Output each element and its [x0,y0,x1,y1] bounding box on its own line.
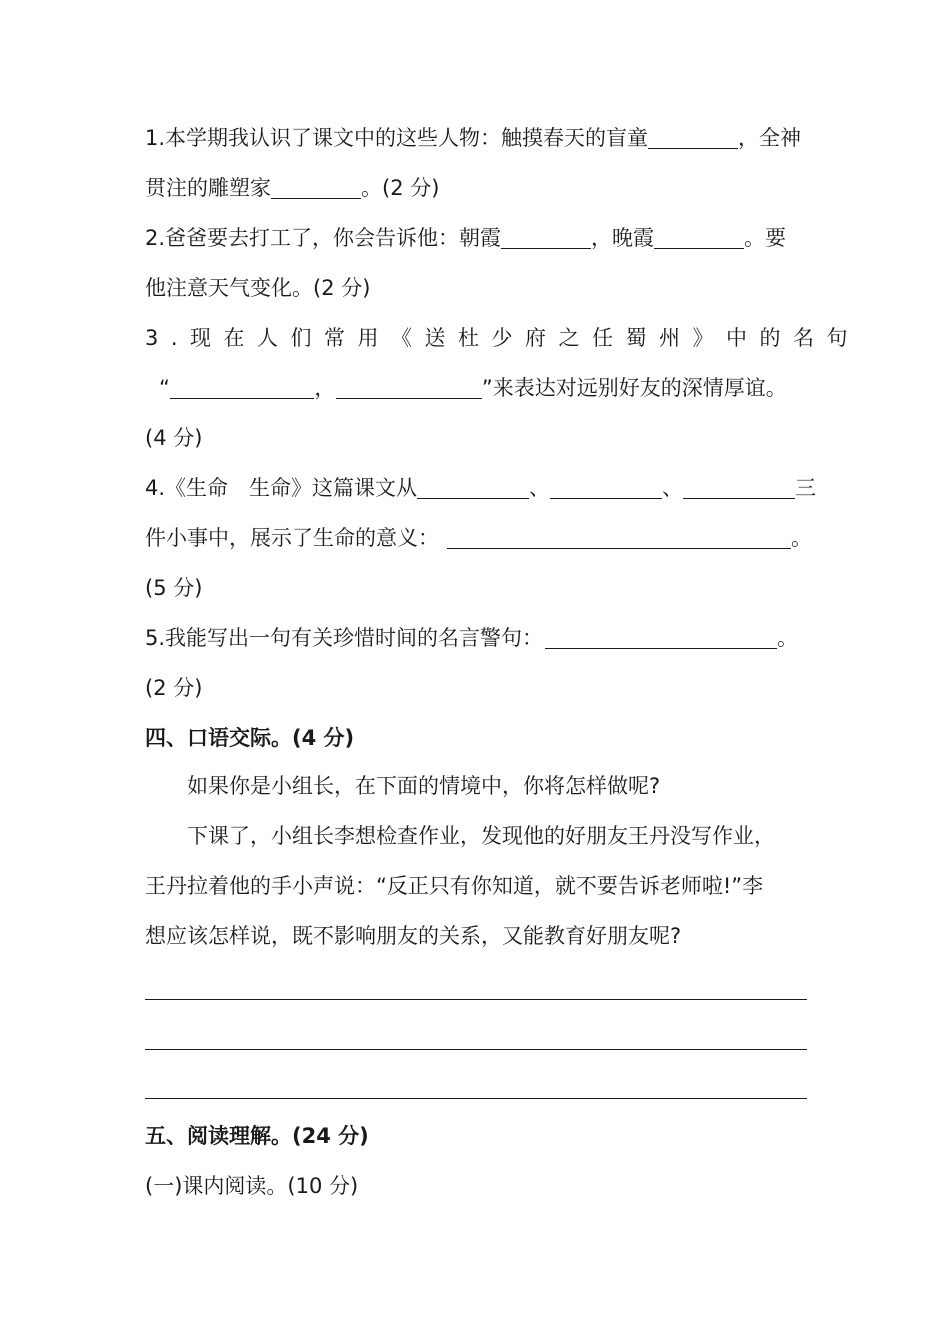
q4-blank-2[interactable] [550,476,662,499]
q1-score: 。(2 分) [361,176,440,200]
q4-blank-4[interactable] [447,526,791,549]
section5-sub1: (一)课内阅读。(10 分) [145,1174,359,1198]
q2-text-end: 。要 [744,226,787,250]
q2-blank-1[interactable] [501,226,591,249]
q4-score: (5 分) [145,576,203,600]
q1-text-2: 贯注的雕塑家 [145,176,271,200]
q3-open-quote: “ [159,376,170,400]
section4-para2-line2: 王丹拉着他的手小声说：“反正只有你知道，就不要告诉老师啦!”李 [145,874,764,898]
section4-heading: 四、口语交际。(4 分) [145,726,355,750]
q1-blank-1[interactable] [648,126,738,149]
section4-para2-line3: 想应该怎样说，既不影响朋友的关系，又能教育好朋友呢? [145,924,682,948]
q1-blank-2[interactable] [271,176,361,199]
section5-heading: 五、阅读理解。(24 分) [145,1124,369,1148]
q5-score: (2 分) [145,676,203,700]
q5-line1 [145,613,807,663]
q4-text-2: 件小事中，展示了生命的意义： [145,526,439,550]
q1-line2 [145,163,807,213]
section4-para2-line1: 下课了，小组长李想检查作业，发现他的好朋友王丹没写作业， [187,824,775,848]
q2-text-2: ，晚霞 [591,226,655,250]
q3-blank-1[interactable] [170,376,314,399]
q4-text-end: 三 [795,476,817,500]
q3-line3 [145,413,807,463]
q4-line1 [145,463,817,513]
q3-comma: ， [314,376,336,400]
q4-blank-1[interactable] [417,476,529,499]
answer-line-3[interactable] [145,1098,807,1099]
q5-blank[interactable] [545,626,777,649]
q4-blank-3[interactable] [683,476,795,499]
q3-score: (4 分) [145,426,203,450]
q5-line2 [145,663,807,713]
q3-text-end: ”来表达对远别好友的深情厚谊。 [481,376,787,400]
q2-text: 2.爸爸要去打工了，你会告诉他：朝霞 [145,226,502,250]
q3-line2 [145,363,807,413]
answer-line-1[interactable] [145,999,807,1000]
q4-line2 [145,513,812,563]
q3-line1 [145,313,861,363]
q3-text: 3.现在人们常用《送杜少府之任蜀州》中的名句 [145,326,861,350]
q4-sep-2: 、 [662,476,684,500]
q2-text-3: 他注意天气变化。(2 分) [145,276,371,300]
section4-para1: 如果你是小组长，在下面的情境中，你将怎样做呢? [187,774,661,798]
q4-line3 [145,563,807,613]
q4-sep-1: 、 [529,476,551,500]
q1-line1 [145,113,807,163]
q2-line1 [145,213,807,263]
q3-blank-2[interactable] [336,376,482,399]
q2-blank-2[interactable] [654,226,744,249]
q4-text-end-2: 。 [791,526,812,550]
q4-text: 4.《生命 生命》这篇课文从 [145,476,418,500]
q5-text-end: 。 [777,626,799,650]
q5-text: 5.我能写出一句有关珍惜时间的名言警句： [145,626,544,650]
answer-line-2[interactable] [145,1049,807,1050]
q1-text: 1.本学期我认识了课文中的这些人物：触摸春天的盲童 [145,126,649,150]
q2-line2 [145,263,807,313]
q1-text-end: ，全神 [738,126,802,150]
